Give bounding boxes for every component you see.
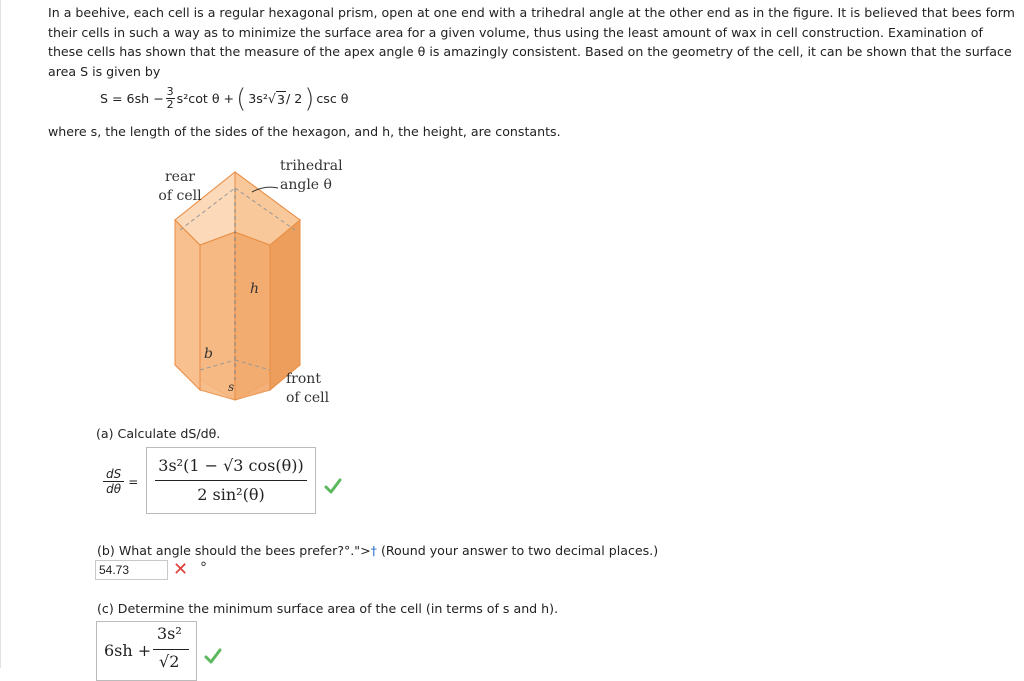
dagger-link[interactable]: † — [370, 543, 377, 558]
part-c-answer-lhs: 6sh + — [104, 641, 152, 660]
formula-tail: csc θ — [316, 91, 349, 106]
surface-area-formula — [100, 83, 349, 114]
s-label: s — [228, 380, 235, 394]
formula-inner-b: / 2 — [285, 91, 303, 106]
front-label-line-1: front — [286, 371, 321, 387]
formula-paren-close: ) — [304, 83, 315, 114]
formula-lhs: S = 6sh − — [100, 91, 164, 106]
front-of-cell-label — [286, 370, 336, 408]
part-b-answer-input[interactable] — [95, 560, 168, 580]
derivative-fraction — [103, 467, 124, 496]
cell-front-left-face — [200, 232, 235, 400]
rear-label-line-2: of cell — [158, 188, 202, 204]
front-label-line-2: of cell — [286, 390, 330, 406]
cell-left-face — [175, 220, 200, 390]
check-icon-c — [204, 648, 222, 664]
formula-paren-open: ( — [236, 83, 247, 114]
derivative-den: dθ — [106, 482, 122, 496]
part-a-fraction-bar — [155, 480, 307, 481]
part-a-lhs — [101, 467, 138, 496]
cell-front-right-face — [235, 232, 270, 400]
incorrect-x-icon: ✕ — [173, 559, 189, 580]
cell-right-face — [270, 220, 300, 390]
h-label: h — [250, 281, 260, 297]
check-icon — [324, 478, 342, 494]
formula-sqrt-arg: 3 — [276, 91, 285, 107]
degree-unit: ° — [200, 560, 207, 576]
part-a-answer-denominator: 2 sin²(θ) — [197, 485, 265, 504]
part-b-question-text: (b) What angle should the bees prefer?°."> — [97, 543, 371, 558]
trihedral-label-line-2: angle θ — [280, 177, 332, 193]
part-c-answer-box[interactable] — [96, 621, 197, 681]
part-b-question — [97, 543, 658, 558]
where-text: where s, the length of the sides of the hexagon, and h, the height, are constants. — [48, 124, 561, 139]
formula-frac-den: 2 — [166, 98, 174, 111]
part-a-question: (a) Calculate dS/dθ. — [96, 426, 221, 441]
formula-fraction — [166, 86, 175, 111]
b-label: b — [204, 346, 213, 362]
derivative-num: dS — [103, 467, 124, 482]
equals-sign: = — [128, 474, 139, 489]
rear-of-cell-label — [150, 168, 210, 206]
rear-label-line-1: rear — [164, 169, 196, 185]
part-a-answer-box[interactable] — [146, 447, 316, 514]
part-c-answer-num: 3s² — [157, 624, 182, 643]
part-b-hint: (Round your answer to two decimal places.) — [376, 543, 659, 558]
part-c-answer-den: √2 — [159, 652, 180, 671]
formula-term1: s²cot θ + — [176, 91, 235, 106]
part-c-fraction-bar — [153, 649, 189, 650]
formula-frac-num: 3 — [166, 85, 174, 98]
trihedral-label-line-1: trihedral — [280, 158, 343, 174]
formula-inner-a: 3s² — [248, 91, 268, 106]
problem-intro: In a beehive, each cell is a regular hexagonal prism, open at one end with a trihedral angle at the other end as in the figure. It is believed that bees form their cells in such a way as to minimize the surface area for a given volume, thus using the least amount of wax in cell construction. Examination of these cells has shown that the measure of the apex angle θ is amazingly consistent. Based on the geometry of the cell, it can be shown that the surface area S is given by — [48, 5, 1015, 79]
part-c-question: (c) Determine the minimum surface area of the cell (in terms of s and h). — [97, 601, 559, 616]
part-a-answer-numerator: 3s²(1 − √3 cos(θ)) — [158, 456, 304, 475]
formula-sqrt-sign: √ — [267, 91, 276, 106]
trihedral-angle-label — [280, 157, 342, 195]
